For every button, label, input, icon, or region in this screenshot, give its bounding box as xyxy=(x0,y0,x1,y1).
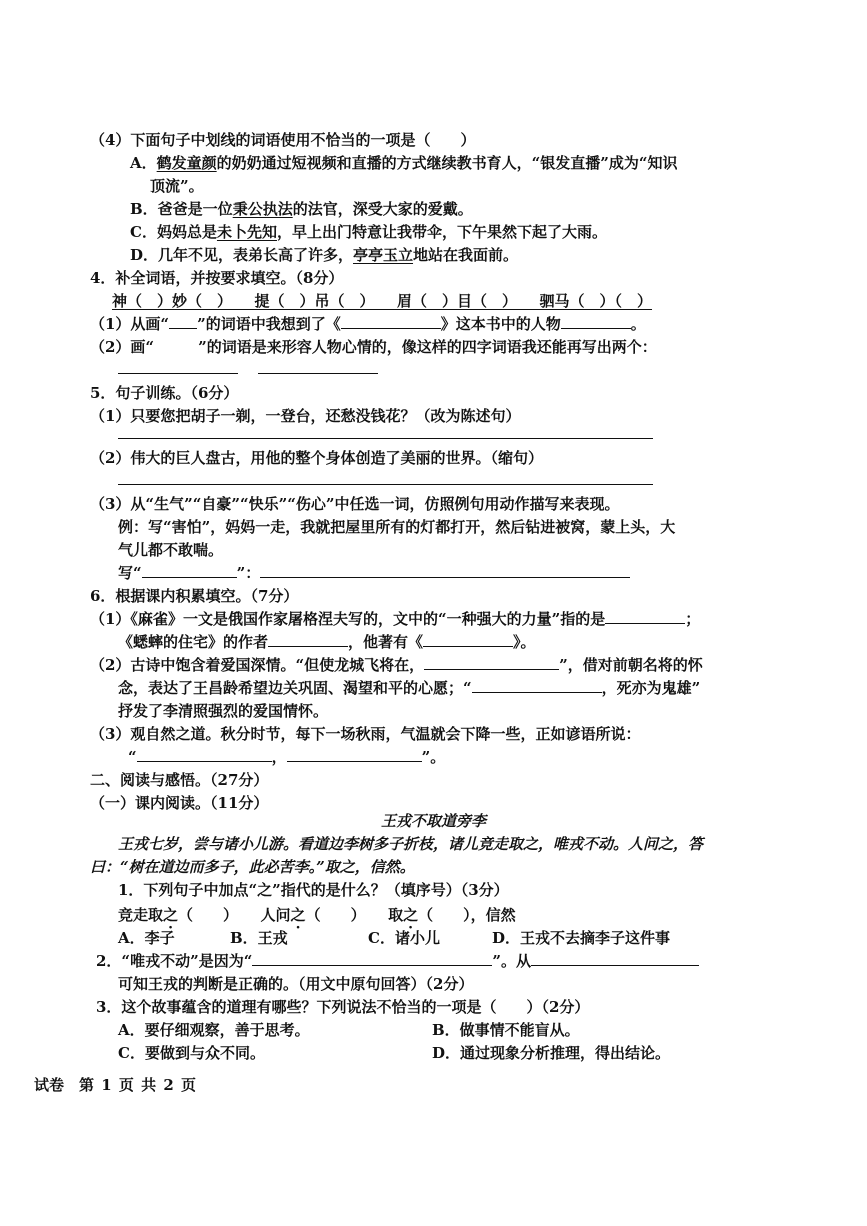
reading-q1-opt-b: B．王戎 xyxy=(230,929,288,947)
q4-4-option-d: D．几年不见，表弟长高了许多，亭亭玉立地站在我面前。 xyxy=(130,246,519,264)
reading-q3-opt-a: A．要仔细观察，善于思考。 xyxy=(118,1021,310,1039)
q6-sub3: （3）观自然之道。秋分时节，每下一场秋雨，气温就会下降一些，正如谚语所说： xyxy=(90,725,641,743)
passage-line-2: 曰：“树在道边而多子，此必苦李。”取之，信然。 xyxy=(90,858,415,876)
q5-example-1: 例：写“害怕”，妈妈一走，我就把屋里所有的灯都打开，然后钻进被窝，蒙上头，大 xyxy=(118,518,676,536)
q5-answer-line-2 xyxy=(118,484,653,485)
reading-q1-items: 竞走取之（ ） 人问之（ ） 取之（ ），信然 xyxy=(118,906,516,924)
q6-sub2-cont: 念，表达了王昌龄希望边关巩固、渴望和平的心愿；“ ，死亦为鬼雄” xyxy=(118,679,701,697)
page-footer: 试卷 第 1 页 共 2 页 xyxy=(34,1076,196,1094)
q4-4-option-c: C．妈妈总是未卜先知，早上出门特意让我带伞，下午果然下起了大雨。 xyxy=(130,223,607,241)
q6-sub1-cont: 《蟋蟀的住宅》的作者 ，他著有《 》。 xyxy=(118,633,536,651)
q6-sub1: （1）《麻雀》一文是俄国作家屠格涅夫写的，文中的“一种强大的力量”指的是 ； xyxy=(90,610,701,628)
q4-answer-line-1 xyxy=(118,373,238,374)
q4-answer-line-2 xyxy=(258,373,378,374)
part2-title: 二、阅读与感悟。（27分） xyxy=(90,771,269,789)
q4-4-option-a: A．鹤发童颜的奶奶通过短视频和直播的方式继续教书育人，“银发直播”成为“知识 xyxy=(130,154,678,172)
q5-sub1: （1）只要您把胡子一剃，一登台，还愁没钱花？（改为陈述句） xyxy=(90,407,521,425)
q4-4-option-a-cont: 顶流”。 xyxy=(150,177,204,195)
reading-q1: 1．下列句子中加点“之”指代的是什么？（填序号）（3分） xyxy=(118,881,509,899)
passage-title: 王戎不取道旁李 xyxy=(380,812,486,830)
q4-sub1: （1）从画“ ”的词语中我想到了《 》这本书中的人物 。 xyxy=(90,315,646,333)
q4-sub2: （2）画“ ”的词语是来形容人物心情的，像这样的四字词语我还能再写出两个： xyxy=(90,338,657,356)
reading-q3: 3．这个故事蕴含的道理有哪些？下列说法不恰当的一项是（ ）（2分） xyxy=(96,998,590,1016)
q5-sub2: （2）伟大的巨人盘古，用他的整个身体创造了美丽的世界。（缩句） xyxy=(90,449,543,467)
reading-q3-opt-c: C．要做到与众不同。 xyxy=(118,1044,265,1062)
q6-sub2: （2）古诗中饱含着爱国深情。“但使龙城飞将在， ”，借对前朝名将的怀 xyxy=(90,656,703,674)
q5-answer-line-1 xyxy=(118,438,653,439)
q6-title: 6．根据课内积累填空。（7分） xyxy=(90,587,299,605)
reading-q3-opt-b: B．做事情不能盲从。 xyxy=(432,1021,580,1039)
reading-q1-opt-d: D．王戎不去摘李子这件事 xyxy=(492,929,671,947)
reading-q2-cont: 可知王戎的判断是正确的。（用文中原句回答）（2分） xyxy=(118,975,474,993)
reading-q1-opt-c: C．诸小儿 xyxy=(368,929,440,947)
q4-4-stem: （4）下面句子中划线的词语使用不恰当的一项是（ ） xyxy=(90,131,476,149)
passage-line-1: 王戎七岁，尝与诸小儿游。看道边李树多子折枝，诸儿竞走取之，唯戎不动。人问之，答 xyxy=(118,835,704,853)
q4-words: 神（ ）妙（ ） 提（ ）吊（ ） 眉（ ）目（ ） 驷马（ ）（ ） xyxy=(112,292,653,310)
q5-example-2: 气儿都不敢喘。 xyxy=(118,541,224,559)
reading-q1-opt-a: A．李子 xyxy=(118,929,175,947)
q6-sub3-blanks: “ ， ”。 xyxy=(128,748,446,766)
part2-subtitle: （一）课内阅读。（11分） xyxy=(90,794,269,812)
reading-q3-opt-d: D．通过现象分析推理，得出结论。 xyxy=(432,1044,671,1062)
q4-4-option-b: B．爸爸是一位秉公执法的法官，深受大家的爱戴。 xyxy=(130,200,473,218)
q5-title: 5．句子训练。（6分） xyxy=(90,384,239,402)
q5-write-line: 写“ ”： xyxy=(118,563,630,583)
reading-q2: 2．“唯戎不动”是因为“ ”。从 xyxy=(96,951,699,971)
q5-sub3: （3）从“生气”“自豪”“快乐”“伤心”中任选一词，仿照例句用动作描写来表现。 xyxy=(90,495,620,513)
q4-title: 4．补全词语，并按要求填空。（8分） xyxy=(90,269,344,287)
q6-sub2-end: 抒发了李清照强烈的爱国情怀。 xyxy=(118,702,329,720)
